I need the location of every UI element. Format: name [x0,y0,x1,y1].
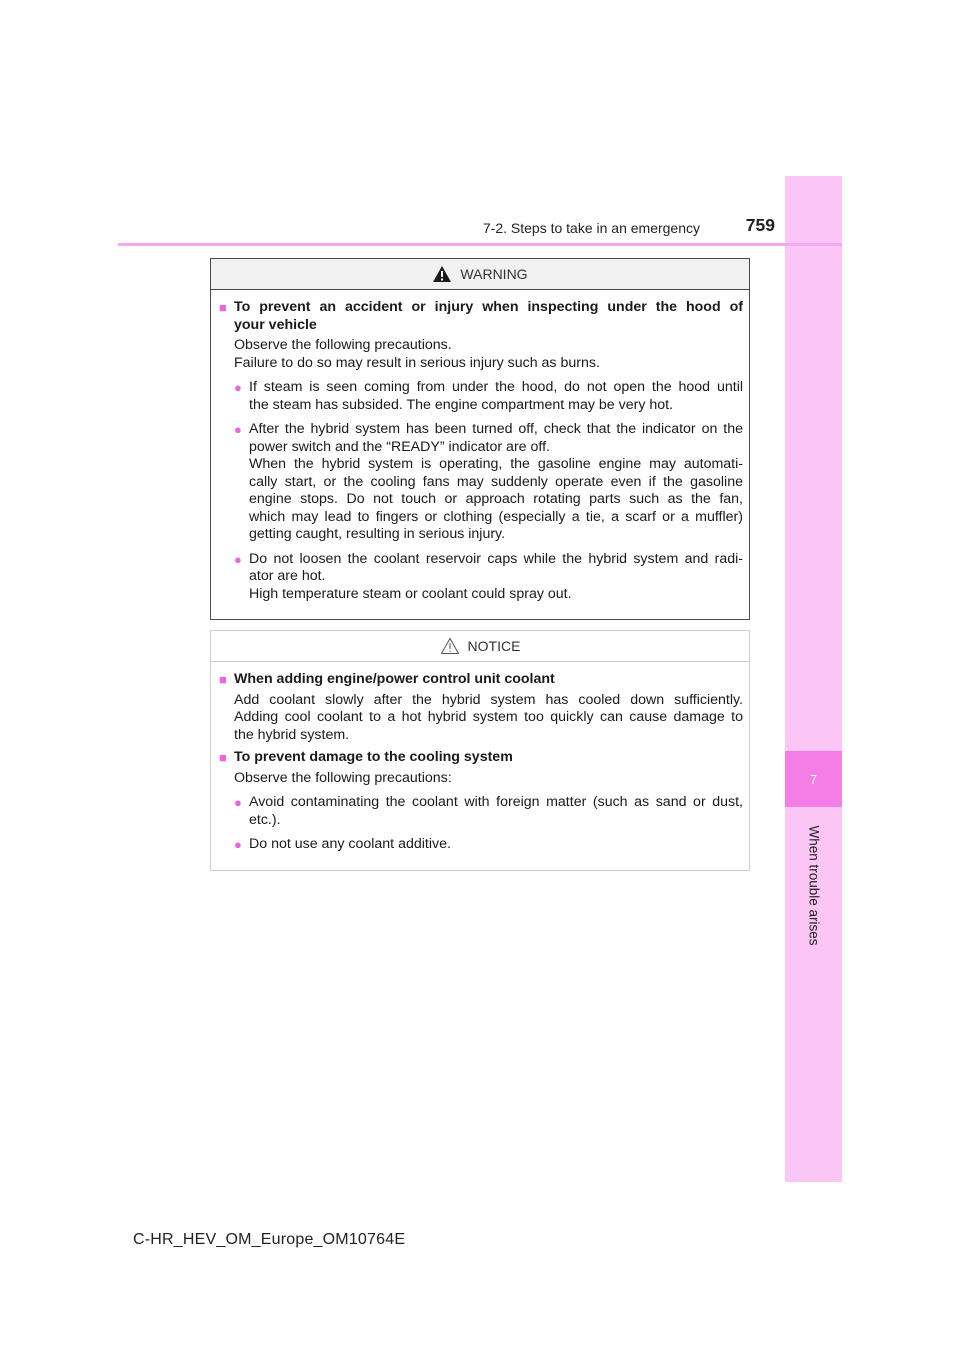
warning-heading-line: To prevent an accident or injury when inspecting under the hood of [234,299,743,315]
chapter-label-wrap [804,818,824,952]
bullet-line: power switch and the “READY” indicator are off. [249,438,550,455]
notice-line: the hybrid system. [234,726,350,743]
bullet-line: High temperature steam or coolant could spray out. [249,585,572,602]
notice-bullet [219,794,743,829]
notice-line: Add coolant slowly after the hybrid system has cooled down sufficiently. [234,691,743,708]
notice-paragraph [219,692,743,745]
square-bullet-icon: ■ [219,750,227,765]
square-bullet-icon: ■ [219,300,227,315]
notice-heading [219,671,743,689]
bullet-line: After the hybrid system has been turned off, check that the indicator on the [249,421,743,437]
bullet-line: Do not loosen the coolant reservoir caps while the hybrid system and radi- [249,550,743,567]
notice-header [211,631,749,662]
bullet-line: cally start, or the cooling fans may suddenly operate even if the gasoline [249,473,743,490]
bullet-line: engine stops. Do not touch or approach rotating parts such as the fan, [249,491,743,507]
bullet-line: Do not use any coolant additive. [249,836,451,852]
notice-heading-text: To prevent damage to the cooling system [234,749,513,765]
notice-title: NOTICE [467,638,521,654]
page-number: 759 [745,215,775,235]
bullet-line: ator are hot. [249,568,326,584]
circle-bullet-icon: ● [234,380,242,395]
square-bullet-icon: ■ [219,672,227,687]
warning-title: WARNING [460,266,528,282]
notice-intro: Observe the following precautions: [234,769,452,786]
warning-intro-line: Failure to do so may result in serious injury such as burns. [234,354,600,371]
warning-bullet [219,551,743,604]
circle-bullet-icon: ● [234,551,242,567]
warning-heading-line: your vehicle [234,316,317,333]
circle-bullet-icon: ● [234,422,242,437]
warning-intro-line: Observe the following precautions. [234,337,452,353]
warning-intro [219,337,743,372]
bullet-line: which may lead to fingers or clothing (especially a tie, a scarf or a muffler) [249,508,743,525]
bullet-line: etc.). [249,811,281,828]
header-rule [118,243,842,246]
notice-box [210,630,750,871]
bullet-line: getting caught, resulting in serious injury. [249,526,506,542]
notice-line: Adding cool coolant to a hot hybrid system too quickly can cause damage to [234,709,743,725]
warning-bullet [219,421,743,544]
notice-heading-text: When adding engine/power control unit coolant [234,671,555,687]
bullet-line: When the hybrid system is operating, the gasoline engine may automati- [249,456,743,472]
bullet-line: If steam is seen coming from under the hood, do not open the hood until [249,379,743,395]
bullet-line: Avoid contaminating the coolant with foreign matter (such as sand or dust, [249,794,743,810]
chapter-number: 7 [785,751,842,807]
warning-header [211,259,749,290]
notice-heading [219,749,743,767]
warning-heading [219,299,743,334]
document-code: C-HR_HEV_OM_Europe_OM10764E [133,1231,406,1248]
side-tab [785,176,842,1182]
notice-bullet [219,836,743,854]
warning-triangle-icon [432,265,452,283]
chapter-label: When trouble arises [806,824,822,946]
circle-bullet-icon: ● [234,795,242,810]
warning-bullet [219,379,743,414]
warning-box [210,258,750,620]
circle-bullet-icon: ● [234,837,242,852]
section-title: 7-2. Steps to take in an emergency [482,220,700,236]
notice-triangle-icon [440,637,460,655]
bullet-line: the steam has subsided. The engine compartment may be very hot. [249,396,674,413]
